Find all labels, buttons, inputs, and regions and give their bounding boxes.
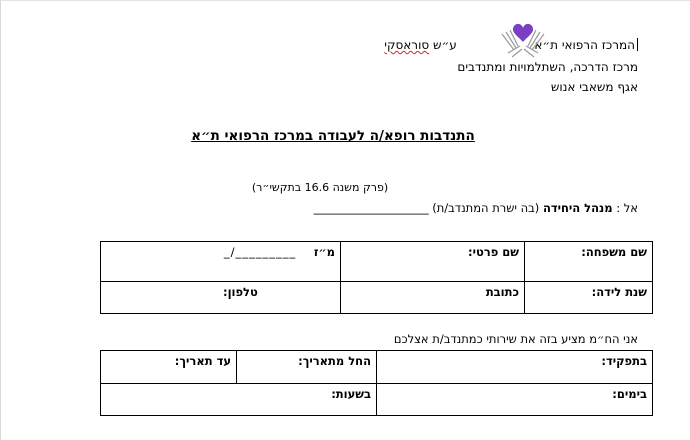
intro-text: אני הח״מ מציע בזה את שירותי כמתנדב/ת אצלכם: [393, 332, 638, 346]
address-cell[interactable]: [341, 282, 525, 314]
id-number-blank[interactable]: _/_________: [223, 245, 297, 259]
last-name-cell[interactable]: [525, 242, 653, 282]
to-line: [314, 201, 638, 215]
from-date-cell[interactable]: [237, 351, 377, 384]
personal-details-table: [100, 241, 653, 314]
to-prefix: אל :: [616, 201, 638, 215]
first-name-cell[interactable]: [341, 242, 525, 282]
to-recipient: מנהל היחידה: [542, 201, 613, 215]
birth-year-label: שנת לידה:: [591, 285, 647, 299]
service-details-table: [100, 350, 653, 416]
days-label: בימים:: [612, 387, 647, 401]
birth-year-cell[interactable]: [525, 282, 653, 314]
to-blank[interactable]: ____________________: [313, 201, 429, 215]
text-cursor: [637, 38, 638, 51]
hours-cell[interactable]: [101, 384, 377, 416]
hospital-logo: [498, 20, 548, 60]
header-line-2: מרכז הדרכה, השתלמויות ומתנדבים: [457, 60, 638, 74]
header-line-3: אגף משאבי אנוש: [550, 80, 638, 94]
procedure-note: (פרק משנה 16.6 בתקשי״ר): [251, 181, 389, 194]
to-detail: (בה ישרת המתנדב/ת): [432, 201, 540, 215]
to-date-cell[interactable]: [101, 351, 237, 384]
document-title: התנדבות רופא/ה לעבודה במרכז הרפואי ת״א: [191, 128, 475, 144]
hospital-name: המרכז הרפואי ת״א: [534, 38, 635, 52]
last-name-label: שם משפחה:: [581, 245, 647, 259]
phone-cell[interactable]: [101, 282, 341, 314]
named-after-label: ע״ש: [432, 38, 457, 52]
sourasky-name: סוראסקי: [384, 38, 430, 52]
phone-label: טלפון:: [223, 285, 258, 299]
id-number-cell[interactable]: [101, 242, 341, 282]
hours-label: בשעות:: [331, 387, 371, 401]
first-name-label: שם פרטי:: [467, 245, 519, 259]
days-cell[interactable]: [377, 384, 653, 416]
address-label: כתובת: [485, 285, 519, 299]
from-date-label: החל מתאריך:: [298, 354, 371, 368]
to-date-label: עד תאריך:: [174, 354, 231, 368]
id-number-label: מ״ז: [313, 245, 335, 259]
role-label: בתפקיד:: [601, 354, 647, 368]
role-cell[interactable]: [377, 351, 653, 384]
